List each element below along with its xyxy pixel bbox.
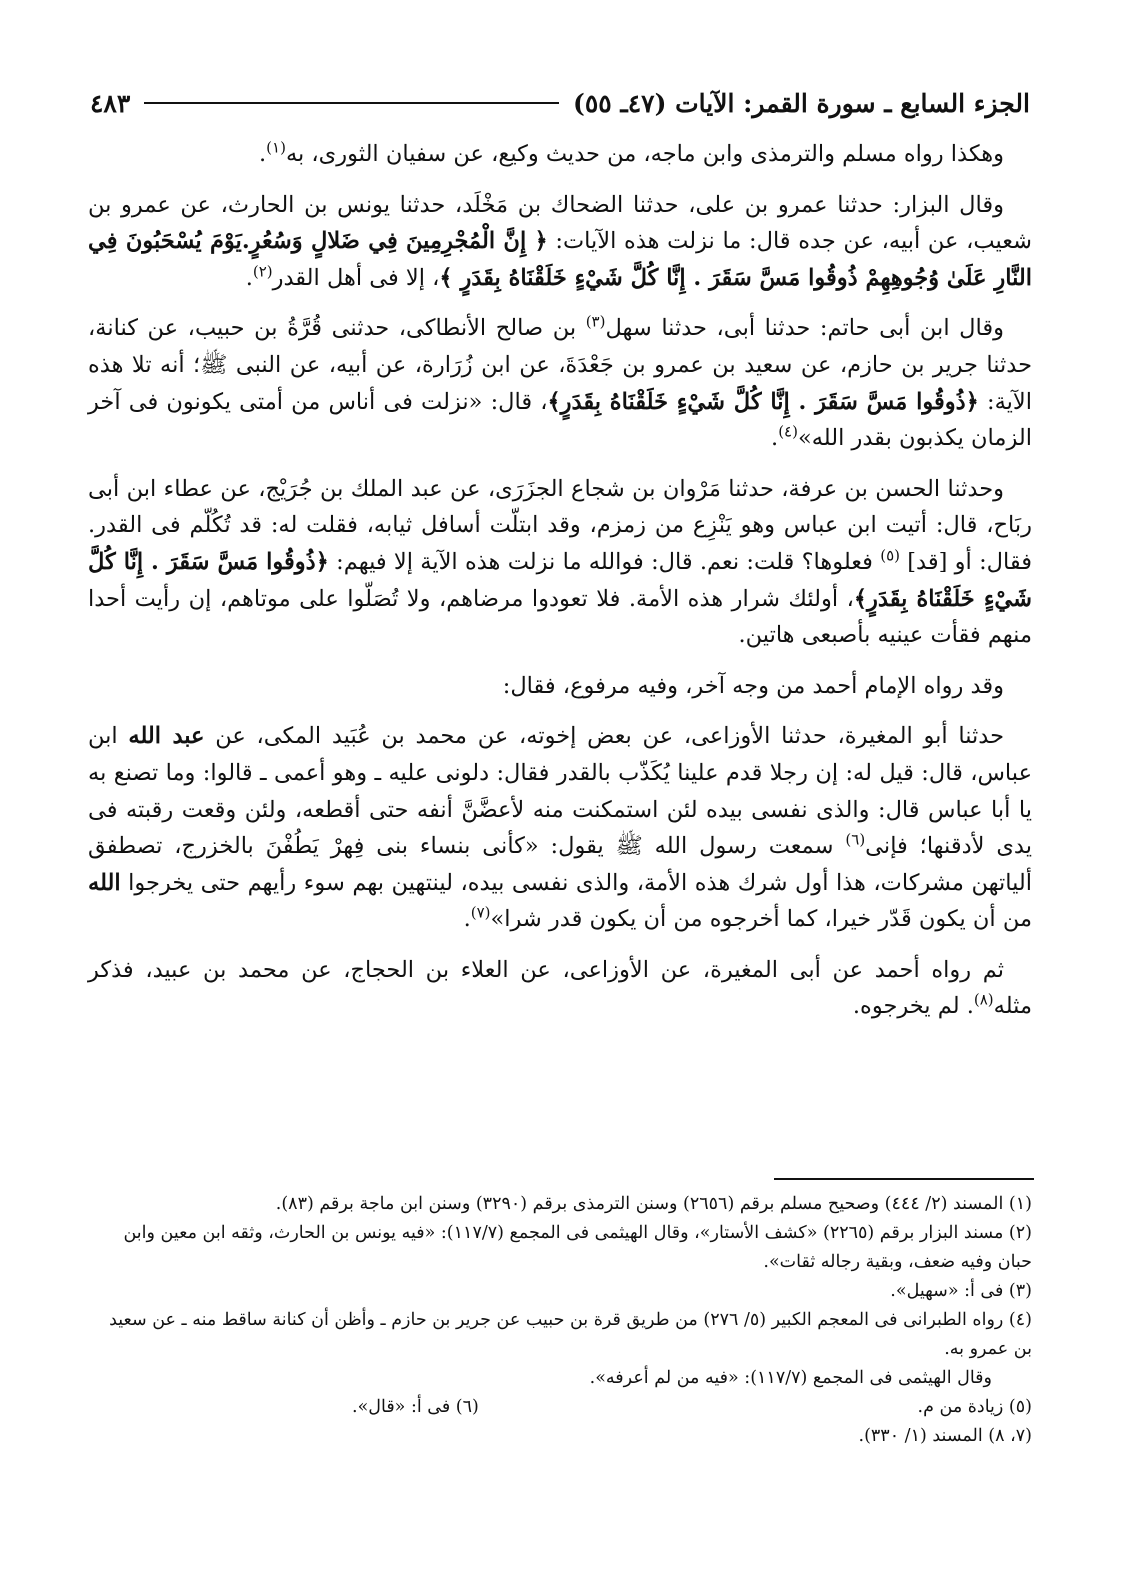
- footnote-4: (٤) رواه الطبرانى فى المعجم الكبير (٥/ ٢٧٦) من طريق قرة بن حبيب عن جرير بن حازم ـ وأظن أن كنانة ساقط منه ـ عن سعيد بن عمرو به.: [109, 1310, 1032, 1359]
- text-segment: وهكذا رواه مسلم والترمذى وابن ماجه، من حديث وكيع، عن سفيان الثورى، به: [285, 141, 1004, 167]
- page-number: ٤٨٣: [90, 88, 131, 118]
- paragraph-4: [88, 471, 1032, 654]
- main-text: [88, 136, 1032, 1039]
- text-segment: الله: [88, 869, 121, 896]
- text-segment: فعلوها؟ قلت: نعم. قال: فوالله ما نزلت هذه الآية إلا فيهم:: [328, 548, 881, 575]
- text-segment: ، قال: «نزلت فى أناس من أمتى يكونون فى آخر الزمان يكذبون بقدر الله»: [88, 388, 1032, 452]
- footnote-7-8: (٧، ٨) المسند (١/ ٣٣٠).: [858, 1426, 1032, 1446]
- footnote-ref: (٧): [470, 903, 491, 922]
- text-segment: سمعت رسول الله ﷺ يقول: «كأنى بنساء بنى فِهرْ يَطُفْنَ بالخزرج، تصطفق ألياتهن مشركات، هذا أول شرك هذه الأمة، والذى نفسى بيده، لينتهين بهم سوء رأيهم حتى يخرجوا: [88, 833, 1032, 896]
- text-segment: وقال ابن أبى حاتم: حدثنا أبى، حدثنا سهل: [605, 315, 1004, 342]
- text-segment: ، إلا فى أهل القدر: [272, 264, 440, 291]
- quran-verse: ﴿ إِنَّ الْمُجْرِمِينَ فِي ضَلالٍ وَسُعُرٍ.يَوْمَ يُسْحَبُونَ فِي النَّارِ عَلَىٰ وُجُوهِهِمْ ذُوقُوا مَسَّ سَقَرَ . إِنَّا كُلَّ شَيْءٍ خَلَقْنَاهُ بِقَدَرٍ ﴾: [88, 228, 1032, 291]
- footnote-2: (٢) مسند البزار برقم (٢٢٦٥) «كشف الأستار»، وقال الهيثمى فى المجمع (١١٧/٧): «فيه يونس بن الحارث، وثقه ابن معين وابن حبان وفيه ضعف، وبقية رجاله ثقات».: [123, 1223, 1032, 1272]
- quran-verse: ﴿ذُوقُوا مَسَّ سَقَرَ . إِنَّا كُلَّ شَيْءٍ خَلَقْنَاهُ بِقَدَرٍ﴾: [88, 548, 1033, 612]
- text-segment: ابن عباس، قال: قيل له: إن رجلا قدم علينا يُكَذّب بالقدر فقال: دلونى عليه ـ وهو أعمى ـ قالوا: وما تصنع به يا أبا عباس قال: والذى نفسى بيده لئن استمكنت منه لأعضَّنَّ أنفه حتى أقطعه، ولئن وقعت رقبته فى يدى لأدقنها؛ فإنى: [88, 723, 1033, 860]
- text-segment: .: [771, 425, 779, 452]
- running-header: [90, 86, 1030, 120]
- text-segment: وقال البزار: حدثنا عمرو بن على، حدثنا الضحاك بن مَخْلَد، حدثنا يونس بن الحارث، عن عمرو بن شعيب، عن أبيه، عن جده قال: ما نزلت هذه الآيات:: [88, 191, 1032, 255]
- text-segment: من أن يكون قَدّر خيرا، كما أخرجوه من أن يكون قدر شرا»: [490, 906, 1032, 933]
- text-segment: حدثنا أبو المغيرة، حدثنا الأوزاعى، عن بعض إخوته، عن محمد بن عُبَيد المكى، عن: [204, 723, 1004, 750]
- footnote-row-5-6: [92, 1393, 1032, 1422]
- text-segment: ثم رواه أحمد عن أبى المغيرة، عن الأوزاعى، عن العلاء بن الحجاج، عن محمد بن عبيد، فذكر مثله: [88, 956, 1032, 1020]
- footnote-ref: (٤): [778, 422, 798, 441]
- text-segment: .: [245, 264, 253, 291]
- header-title: الجزء السابع ـ سورة القمر: الآيات (٤٧ـ ٥٥): [573, 88, 1030, 118]
- footnote-6: (٦) فى أ: «قال».: [352, 1397, 479, 1417]
- text-segment: بن صالح الأنطاكى، حدثنى قُرَّةُ بن حبيب، عن كنانة، حدثنا جرير بن حازم، عن سعيد بن عمرو بن جَعْدَةَ، عن ابن زُرَارة، عن أبيه، عن النبى ﷺ؛ أنه تلا هذه الآية:: [88, 315, 1032, 415]
- paragraph-2: [88, 187, 1032, 297]
- footnote-3: (٣) فى أ: «سهيل».: [890, 1281, 1032, 1301]
- text-segment: وقد رواه الإمام أحمد من وجه آخر، وفيه مرفوع، فقال:: [502, 672, 1004, 699]
- text-segment: .: [463, 906, 471, 933]
- footnote-4-continuation: وقال الهيثمى فى المجمع (١١٧/٧): «فيه من لم أعرفه».: [589, 1368, 992, 1388]
- footnote-ref: (٥): [880, 546, 900, 565]
- header-rule: [144, 102, 559, 104]
- text-segment: . لم يخرجوه.: [852, 993, 974, 1020]
- footnote-ref: (٣): [585, 312, 606, 331]
- footnote-ref: (٢): [252, 262, 273, 281]
- paragraph-3: [88, 310, 1032, 456]
- footnote-ref: (١): [266, 138, 286, 157]
- paragraph-6: [88, 718, 1032, 938]
- paragraph-5: [88, 668, 1032, 705]
- text-segment: ، أولئك شرار هذه الأمة. فلا تعودوا مرضاهم، ولا تُصَلّوا على موتاهم، إن رأيت أحدا منهم فقأت عينيه بأصبعى هاتين.: [88, 585, 1032, 649]
- text-segment: .: [259, 141, 267, 167]
- footnote-separator: [774, 1178, 1034, 1180]
- text-segment: عبد الله: [128, 723, 205, 750]
- paragraph-1: [88, 136, 1032, 173]
- footnote-ref: (٦): [845, 830, 866, 849]
- footnote-ref: (٨): [973, 990, 994, 1009]
- footnote-1: (١) المسند (٢/ ٤٤٤) وصحيح مسلم برقم (٢٦٥٦) وسنن الترمذى برقم (٣٢٩٠) وسنن ابن ماجة برقم (٨٣).: [275, 1194, 1032, 1214]
- footnote-5: (٥) زيادة من م.: [917, 1397, 1032, 1417]
- paragraph-7: [88, 952, 1032, 1025]
- text-segment: وحدثنا الحسن بن عرفة، حدثنا مَرْوان بن شجاع الجزَرَى، عن عبد الملك بن جُرَيْج، عن عطاء ابن أبى ربَاح، قال: أتيت ابن عباس وهو يَنْزِع من زمزم، وقد ابتلّت أسافل ثيابه، فقلت له: قد تُكُلّم فى القدر. فقال: أو [قد]: [88, 475, 1032, 575]
- quran-verse: ﴿ذُوقُوا مَسَّ سَقَرَ . إِنَّا كُلَّ شَيْءٍ خَلَقْنَاهُ بِقَدَرٍ﴾: [547, 388, 979, 415]
- footnotes: [92, 1190, 1032, 1451]
